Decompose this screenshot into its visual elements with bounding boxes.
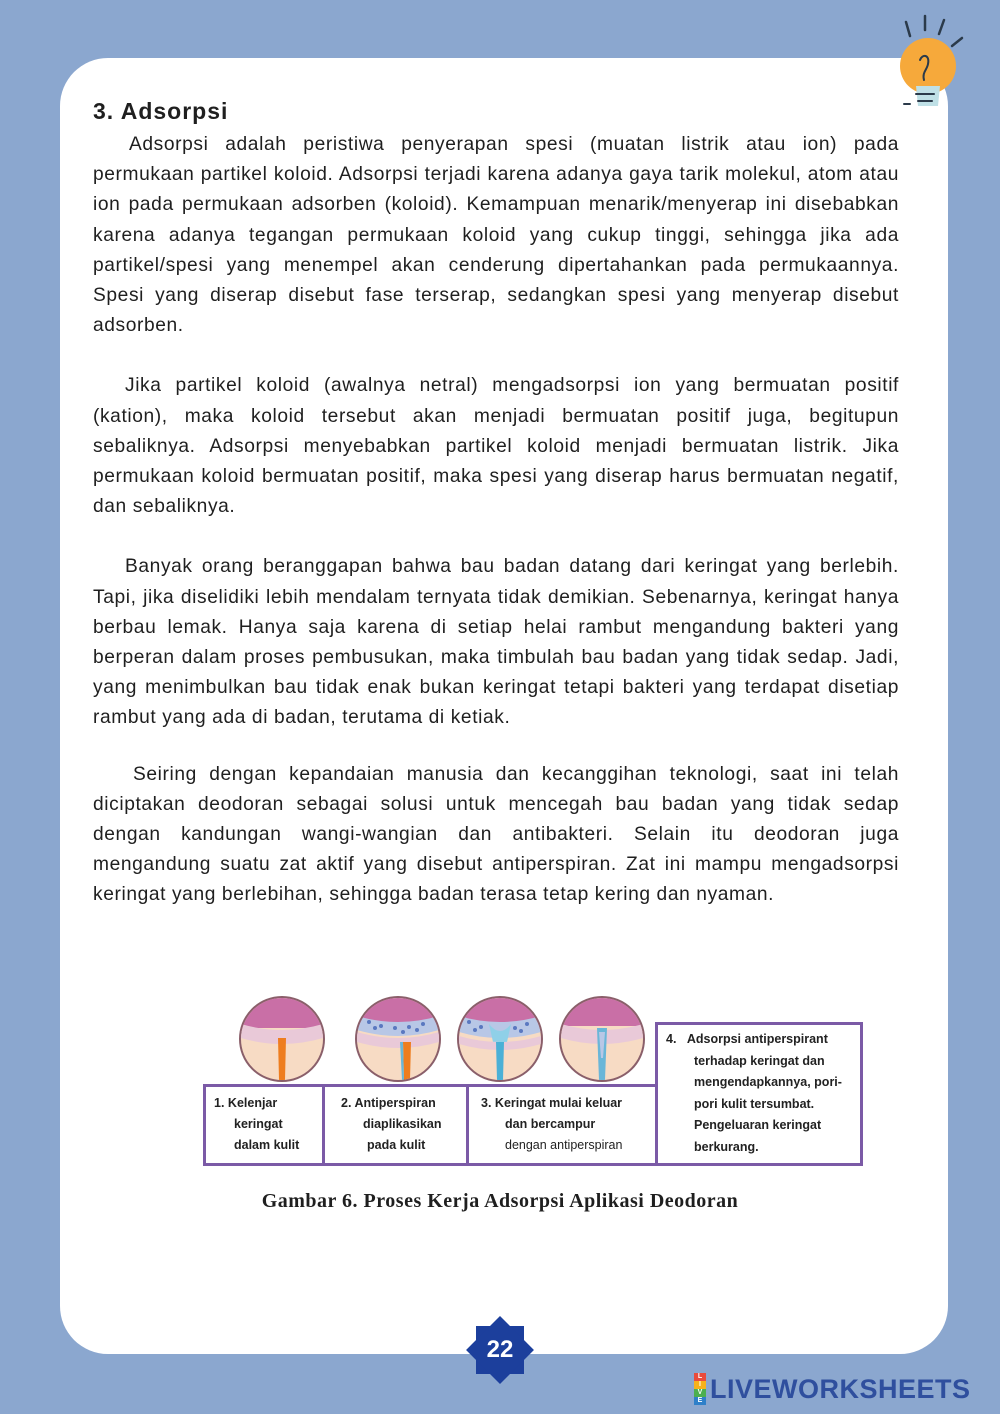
paragraph: Seiring dengan kepandaian manusia dan kecanggihan teknologi, saat ini telah diciptakan deodoran sebagai solusi untuk mencegah bau badan yang tidak sedap dengan kandungan wangi-wangian dan antibakteri. Selain itu deodoran juga mengandung suatu zat aktif yang disebut antiperspiran. Zat ini mampu mengadsorpsi keringat yang berlebihan, sehingga badan terasa tetap kering dan nyaman. bbox=[93, 763, 899, 906]
skin-illustration-1 bbox=[239, 996, 325, 1082]
figure-caption: Gambar 6. Proses Kerja Adsorpsi Aplikasi Deodoran bbox=[261, 1190, 739, 1212]
step-box-2: 2. Antiperspiran diaplikasikan pada kulit bbox=[322, 1084, 469, 1166]
step-box-4: 4. Adsorpsi antiperspirant terhadap keringat dan mengendapkannya, pori- pori kulit tersumbat. Pengeluaran keringat berkurang. bbox=[655, 1022, 863, 1166]
deodorant-process-figure bbox=[203, 992, 863, 1168]
liveworksheets-logo-icon: L I V E bbox=[694, 1373, 708, 1405]
lightbulb-icon bbox=[892, 14, 972, 124]
skin-illustration-4 bbox=[559, 996, 645, 1082]
paragraph: Adsorpsi adalah peristiwa penyerapan spesi (muatan listrik atau ion) pada permukaan partikel koloid. Adsorpsi terjadi karena adanya gaya tarik molekul, atom atau ion pada permukaan adsorben (koloid). Kemampuan menarik/menyerap ini disebabkan karena adanya tegangan permukaan koloid yang cukup tinggi, sehingga jika ada partikel/spesi yang menempel akan cenderung dipertahankan pada permukaannya. Spesi yang diserap disebut fase terserap, sedangkan spesi yang menyerap disebut adsorben. bbox=[93, 134, 899, 337]
skin-illustration-2 bbox=[355, 996, 441, 1082]
step-box-3: 3. Keringat mulai keluar dan bercampur dengan antiperspiran bbox=[466, 1084, 658, 1166]
paragraph: Jika partikel koloid (awalnya netral) mengadsorpsi ion yang bermuatan positif (kation), maka koloid tersebut akan menjadi bermuatan positif juga, begitupun sebaliknya. Adsorpsi menyebabkan partikel koloid menjadi bermuatan listrik. Jika permukaan koloid bermuatan positif, maka spesi yang diserap harus bermuatan negatif, dan sebaliknya. bbox=[93, 375, 899, 518]
paragraph: Banyak orang beranggapan bahwa bau badan datang dari keringat yang berlebih. Tapi, jika diselidiki lebih mendalam ternyata tidak demikian. Sebenarnya, keringat hanya berbau lemak. Hanya saja karena di setiap helai rambut mengandung bakteri yang berperan dalam proses pembusukan, maka timbulah bau badan yang tidak sedap. Jadi, yang menimbulkan bau tidak enak bukan keringat tetapi bakteri yang terdapat disetiap rambut yang ada di badan, terutama di ketiak. bbox=[93, 556, 899, 729]
section-body bbox=[93, 96, 899, 911]
brand-name: LIVEWORKSHEETS bbox=[710, 1373, 971, 1404]
step-box-1: 1. Kelenjar keringat dalam kulit bbox=[203, 1084, 325, 1166]
section-heading: 3. Adsorpsi bbox=[93, 98, 229, 124]
skin-illustration-3 bbox=[457, 996, 543, 1082]
page-number: 22 bbox=[486, 1336, 514, 1363]
liveworksheets-brand[interactable] bbox=[694, 1372, 971, 1406]
